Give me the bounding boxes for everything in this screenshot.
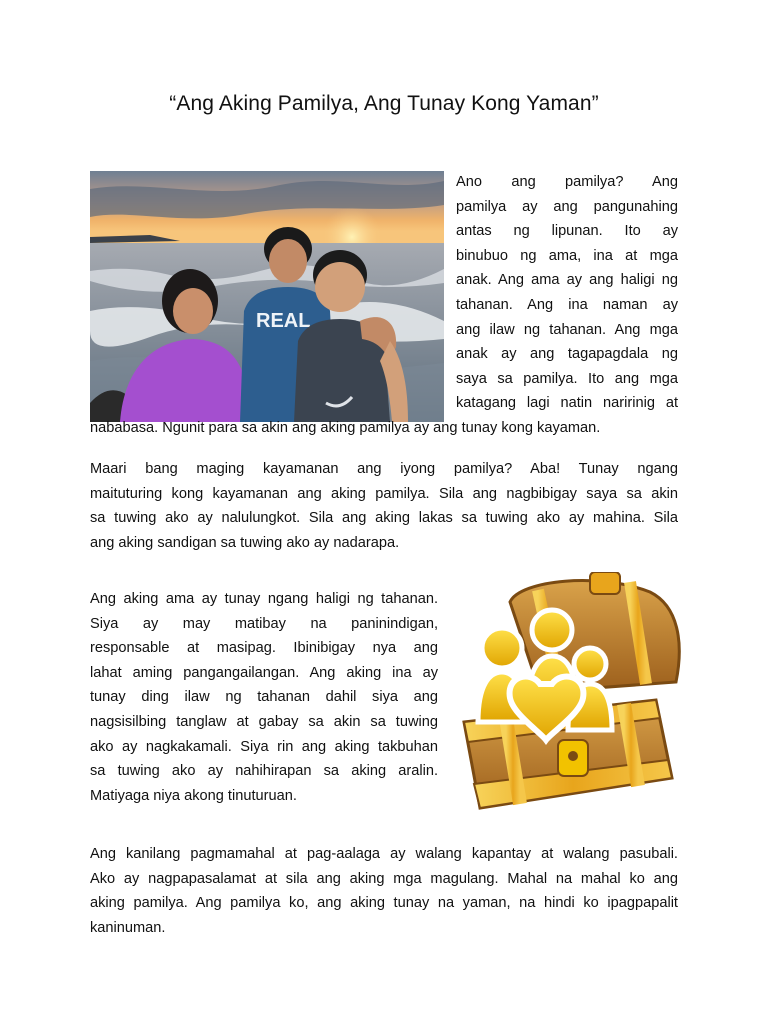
paragraph-line: binubuo ng ama, ina at mga xyxy=(456,247,678,264)
paragraph-line: tahanan. Ang ina naman ay xyxy=(456,296,678,313)
family-beach-photo-icon xyxy=(90,171,444,422)
paragraph-line: ang ilaw ng tahanan. Ang mga xyxy=(456,321,678,338)
treasure-chest-illustration xyxy=(450,572,682,824)
family-photo xyxy=(90,171,444,422)
paragraph-line: pamilya ay ang pangunahing xyxy=(456,198,678,215)
paragraph-line: anak. Ang ama ay ang haligi ng xyxy=(456,272,678,289)
paragraph-1-wrapped xyxy=(456,170,678,416)
paragraph-line: sa tuwing ako ay nahihirapan sa aking aralin. xyxy=(90,763,438,780)
paragraph-1-full xyxy=(90,416,678,441)
paragraph-line: saya sa pamilya. Ito ang mga xyxy=(456,370,678,387)
paragraph-line: maituturing kong kayamanan ang aking pamilya. Sila ang nagbibigay saya sa akin xyxy=(90,485,678,502)
paragraph-line: anak ay ang tagapagdala ng xyxy=(456,346,678,363)
paragraph-line: responsable at masipag. Ibinibigay nya ang xyxy=(90,640,438,657)
paragraph-line: ako ay nagkakamali. Siya rin ang aking takbuhan xyxy=(90,738,438,755)
paragraph-line: aking pamilya. Ang pamilya ko, ang aking tunay na yaman, na hindi ko ipagpapalit xyxy=(90,895,678,912)
paragraph-line: tunay ding ilaw ng tahanan dahil siya ang xyxy=(90,689,438,706)
paragraph-3 xyxy=(90,587,438,808)
paragraph-line: antas ng lipunan. Ito ay xyxy=(456,223,678,240)
paragraph-line: nagsisilbing tanglaw at gabay sa akin sa tuwing xyxy=(90,713,438,730)
paragraph-line: katagang lagi natin naririnig at xyxy=(456,395,678,412)
treasure-chest-family-icon xyxy=(450,572,682,824)
paragraph-line: Ang aking ama ay tunay ngang haligi ng tahanan. xyxy=(90,591,438,607)
paragraph-line: Ang kanilang pagmamahal at pag-aalaga ay walang kapantay at walang pasubali. xyxy=(90,846,678,862)
paragraph-line: Siya ay may matibay na paninindigan, xyxy=(90,615,438,632)
paragraph-line: sa tuwing ako ay nalulungkot. Sila ang aking lakas sa tuwing ako ay mahina. Sila xyxy=(90,510,678,527)
paragraph-line: Ano ang pamilya? Ang xyxy=(456,174,678,190)
paragraph-line: Ako ay nagpapasalamat at sila ang aking mga magulang. Mahal na mahal ko ang xyxy=(90,870,678,887)
paragraph-4 xyxy=(90,842,678,940)
shirt-text: REAL xyxy=(256,310,311,332)
paragraph-line: ang aking sandigan sa tuwing ako ay nadarapa. xyxy=(90,534,400,551)
paragraph-line: nababasa. Ngunit para sa akin ang aking pamilya ay ang tunay kong kayaman. xyxy=(90,420,601,436)
document-title: “Ang Aking Pamilya, Ang Tunay Kong Yaman” xyxy=(169,92,599,115)
paragraph-2 xyxy=(90,457,678,555)
paragraph-line: Matiyaga niya akong tinuturuan. xyxy=(90,787,297,804)
paragraph-line: kaninuman. xyxy=(90,919,166,936)
paragraph-line: lahat aming pangangailangan. Ang aking ina ay xyxy=(90,664,438,681)
paragraph-line: Maari bang maging kayamanan ang iyong pamilya? Aba! Tunay ngang xyxy=(90,461,678,477)
